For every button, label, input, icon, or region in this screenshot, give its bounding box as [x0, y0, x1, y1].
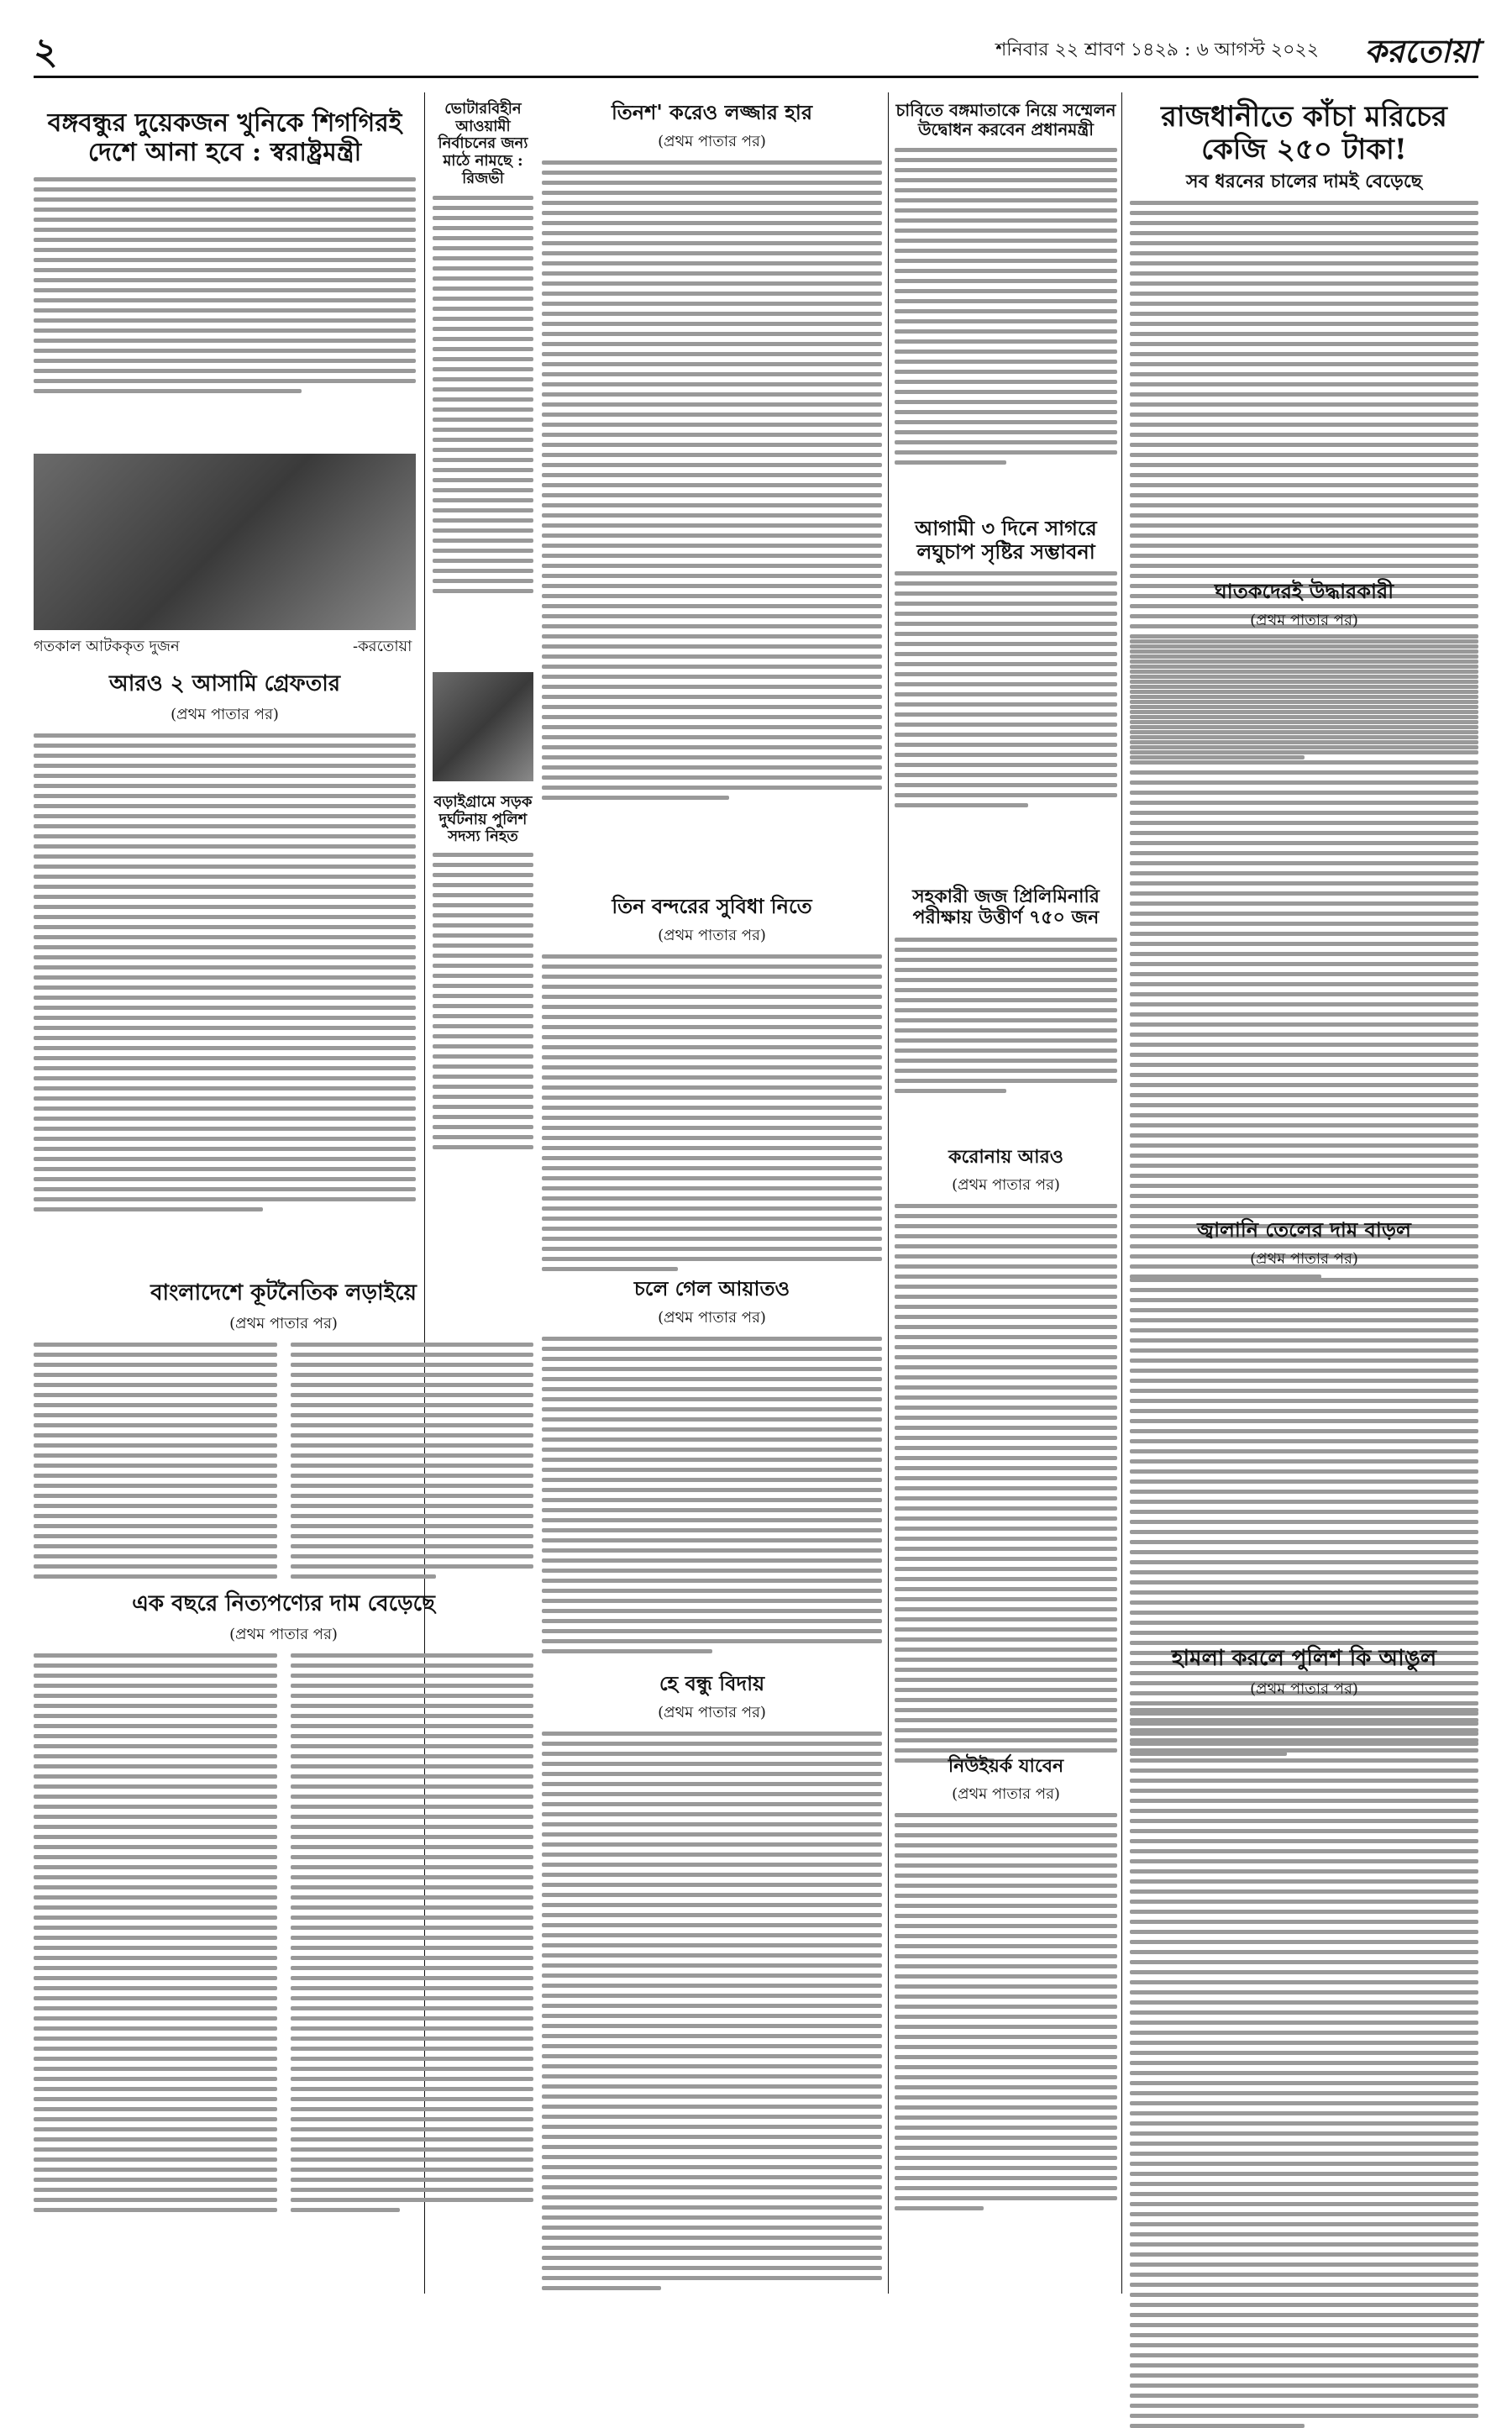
article-police-attack [1130, 1647, 1478, 2428]
article-body [542, 1337, 882, 1653]
article-body [433, 196, 533, 593]
article-body [895, 148, 1117, 465]
article-body [433, 853, 533, 1149]
article-body [895, 1204, 1117, 1763]
headline: বঙ্গবন্ধুর দুয়েকজন খুনিকে শিগগিরই দেশে আনা হবে : স্বরাষ্ট্রমন্ত্রী [47, 108, 402, 167]
column-divider [1121, 92, 1122, 2294]
subhead: (প্রথম পাতার পর) [952, 1176, 1060, 1195]
article-three-ports [542, 895, 882, 1271]
article-rizvi [433, 101, 533, 593]
column-divider [888, 92, 889, 2294]
article-body [895, 938, 1117, 1093]
article-body [895, 571, 1117, 807]
headline: ঘাতকদেরই উদ্ধারকারী [1214, 579, 1394, 603]
subhead: (প্রথম পাতার পর) [658, 1308, 766, 1327]
article-corona [895, 1147, 1117, 1763]
article-body [895, 1813, 1117, 2210]
headline: চলে গেল আয়াতও [633, 1276, 790, 1301]
article-body [542, 954, 882, 1271]
headline: রাজধানীতে কাঁচা মরিচের কেজি ২৫০ টাকা! [1161, 100, 1447, 167]
article-body [542, 1732, 882, 2290]
article-body [291, 1343, 534, 1579]
headline: তিনশ' করেও লজ্জার হার [611, 100, 813, 124]
subhead: (প্রথম পাতার পর) [229, 1314, 338, 1332]
article-new-york [895, 1756, 1117, 2210]
headline: সহকারী জজ প্রিলিমিনারি পরীক্ষায় উত্তীর্ণ ৭৫০ জন [912, 886, 1100, 929]
article-killers-rescuer [1130, 580, 1478, 1279]
headline: হামলা করলে পুলিশ কি আঙুল [1171, 1646, 1437, 1671]
article-body [1130, 1708, 1478, 2428]
article-bangamata-conference [895, 101, 1117, 465]
article-ayat [542, 1277, 882, 1653]
article-body [34, 1343, 277, 1579]
article-farewell [542, 1672, 882, 2290]
newspaper-logo: করতোয়া [1364, 32, 1478, 70]
article-judge-exam [895, 886, 1117, 1093]
headline: ভোটারবিহীন আওয়ামী নির্বাচনের জন্য মাঠে নামছে : রিজভী [438, 100, 528, 187]
article-body [34, 733, 416, 1211]
subhead: (প্রথম পাতার পর) [171, 705, 279, 723]
subhead: (প্রথম পাতার পর) [952, 1785, 1060, 1804]
masthead [34, 24, 1478, 78]
headline: নিউইয়র্ক যাবেন [948, 1755, 1064, 1777]
subhead: (প্রথম পাতার পর) [1250, 611, 1358, 629]
article-home-minister [34, 109, 416, 393]
article-body [291, 1653, 534, 2212]
headline: হে বন্ধু বিদায় [659, 1671, 765, 1695]
headline: চাবিতে বঙ্গমাতাকে নিয়ে সম্মেলন উদ্বোধন করবেন প্রধানমন্ত্রী [895, 100, 1116, 139]
photo-credit: -করতোয়া [353, 638, 412, 655]
headline: এক বছরে নিত্যপণ্যের দাম বেড়েছে [132, 1591, 435, 1616]
subhead: (প্রথম পাতার পর) [1250, 1679, 1358, 1698]
news-photo [34, 454, 416, 630]
portrait-photo [433, 672, 533, 781]
headline: বাংলাদেশে কূটনৈতিক লড়াইয়ে [150, 1280, 417, 1306]
subhead: (প্রথম পাতার পর) [658, 132, 766, 150]
article-body [34, 177, 416, 393]
photo-caption: গতকাল আটককৃত দুজন [34, 638, 180, 655]
headline: তিন বন্দরের সুবিধা নিতে [612, 894, 812, 918]
page-number: ২ [34, 30, 58, 73]
subhead: (প্রথম পাতার পর) [1250, 1249, 1358, 1268]
subhead: (প্রথম পাতার পর) [658, 926, 766, 944]
article-low-pressure [895, 517, 1117, 807]
kicker: সব ধরনের চালের দামই বেড়েছে [1186, 171, 1422, 193]
article-two-arrested [34, 672, 416, 1211]
article-body [542, 160, 882, 800]
article-road-accident [433, 794, 533, 1149]
article-body [34, 1653, 277, 2212]
issue-date: শনিবার ২২ শ্রাবণ ১৪২৯ : ৬ আগস্ট ২০২২ [995, 39, 1319, 60]
headline: করোনায় আরও [948, 1146, 1063, 1168]
article-body [1130, 639, 1478, 1279]
article-diplomatic [34, 1281, 533, 1579]
article-cricket [542, 101, 882, 800]
subhead: (প্রথম পাতার পর) [229, 1625, 338, 1643]
headline: জ্বালানি তেলের দাম বাড়ল [1197, 1217, 1411, 1242]
headline: আগামী ৩ দিনে সাগরে লঘুচাপ সৃষ্টির সম্ভাবনা [915, 516, 1097, 564]
headline: বড়াইগ্রামে সড়ক দুর্ঘটনায় পুলিশ সদস্য নিহত [433, 793, 533, 846]
article-commodity-prices [34, 1592, 533, 2212]
headline: আরও ২ আসামি গ্রেফতার [108, 671, 341, 696]
subhead: (প্রথম পাতার পর) [658, 1703, 766, 1721]
